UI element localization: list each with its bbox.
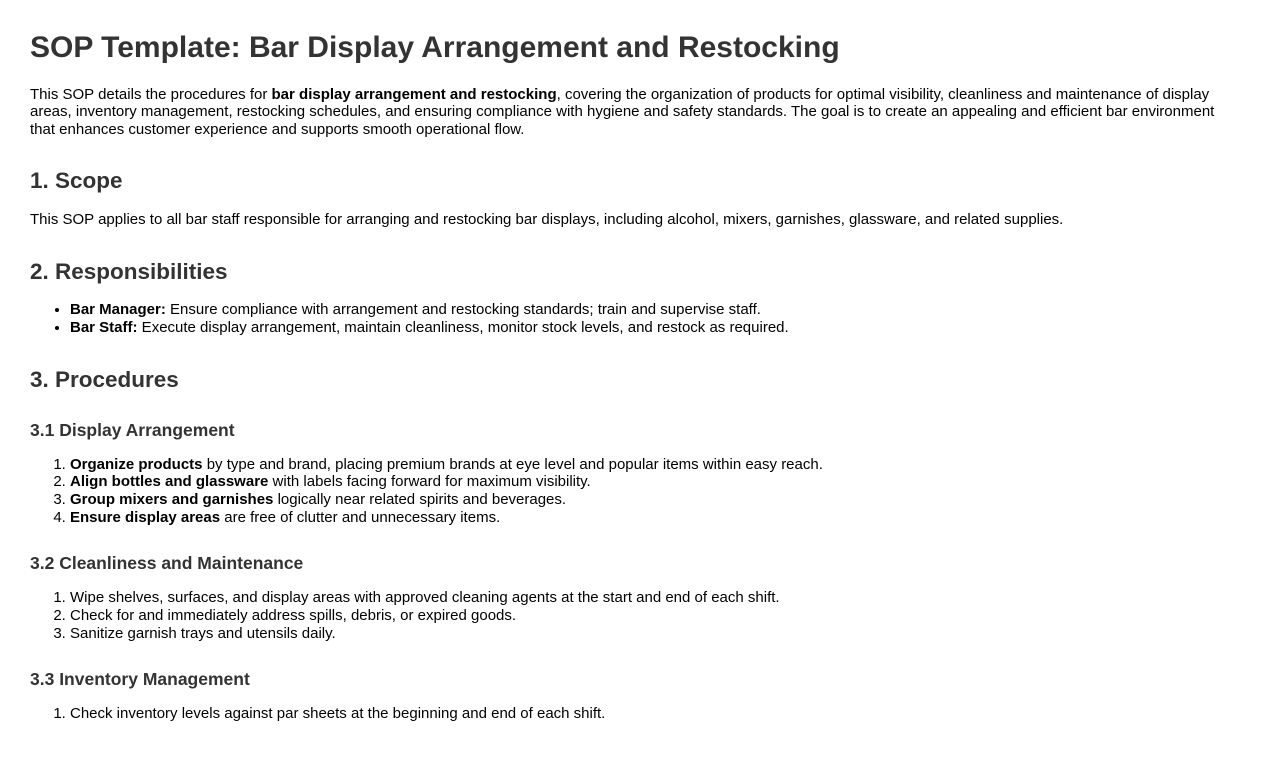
list-item-text: logically near related spirits and beverages.: [273, 490, 567, 508]
list-item: [70, 319, 1217, 337]
section-procedures-heading: 3. Procedures: [30, 366, 179, 392]
list-item-lead: Bar Staff:: [70, 319, 138, 337]
list-item: 3. Sanitize garnish trays and utensils daily.: [70, 625, 1217, 643]
section-scope-heading: 1. Scope: [30, 168, 123, 194]
list-item: [70, 491, 1217, 509]
list-item-lead: Organize products: [70, 455, 203, 473]
subsection-cleanliness-heading: 3.2 Cleanliness and Maintenance: [30, 553, 304, 574]
list-item: 2. Check for and immediately address spills, debris, or expired goods.: [70, 607, 1217, 625]
list-item: [70, 473, 1217, 491]
list-item-lead: Ensure display areas: [70, 508, 221, 526]
list-item: [70, 509, 1217, 527]
subsection-display-arrangement-heading: 3.1 Display Arrangement: [30, 419, 235, 440]
list-item-text: Execute display arrangement, maintain cleanliness, monitor stock levels, and restock as required.: [137, 319, 789, 337]
list-item: [70, 301, 1217, 319]
intro-text-bold: bar display arrangement and restocking: [271, 85, 557, 103]
display-arrangement-list: [30, 456, 1217, 527]
list-item-lead: Bar Manager:: [70, 301, 166, 319]
intro-text-pre: This SOP details the procedures for: [30, 85, 272, 103]
responsibilities-list: [30, 301, 1217, 336]
subsection-inventory-heading: 3.3 Inventory Management: [30, 669, 250, 690]
list-item-text: are free of clutter and unnecessary items.: [220, 508, 501, 526]
intro-paragraph: [30, 86, 1217, 139]
list-item: [70, 456, 1217, 474]
list-item: 1. Check inventory levels against par sheets at the beginning and end of each shift.: [70, 705, 1217, 723]
section-responsibilities-heading: 2. Responsibilities: [30, 258, 228, 284]
list-item: 1. Wipe shelves, surfaces, and display areas with approved cleaning agents at the start and end of each shift.: [70, 589, 1217, 607]
list-item-text: by type and brand, placing premium brands at eye level and popular items within easy reach.: [202, 455, 823, 473]
list-item-lead: Group mixers and garnishes: [70, 490, 274, 508]
page-title: SOP Template: Bar Display Arrangement and Restocking: [30, 31, 840, 64]
scope-paragraph: This SOP applies to all bar staff responsible for arranging and restocking bar displays, including alcohol, mixers, garnishes, glassware, and related supplies.: [30, 211, 1064, 229]
inventory-list: [30, 705, 1217, 723]
list-item-text: Ensure compliance with arrangement and restocking standards; train and supervise staff.: [165, 301, 761, 319]
list-item-lead: Align bottles and glassware: [70, 473, 269, 491]
list-item-text: with labels facing forward for maximum visibility.: [268, 473, 591, 491]
intro-text-post: , covering the organization of products for optimal visibility, cleanliness and maintenance of display areas, inventory management, restocking schedules, and ensuring compliance with hygiene and safety standards. The goal is to create an appealing and efficient bar environment that enhances customer experience and supports smooth operational flow.: [30, 85, 1215, 138]
cleanliness-list: [30, 589, 1217, 642]
